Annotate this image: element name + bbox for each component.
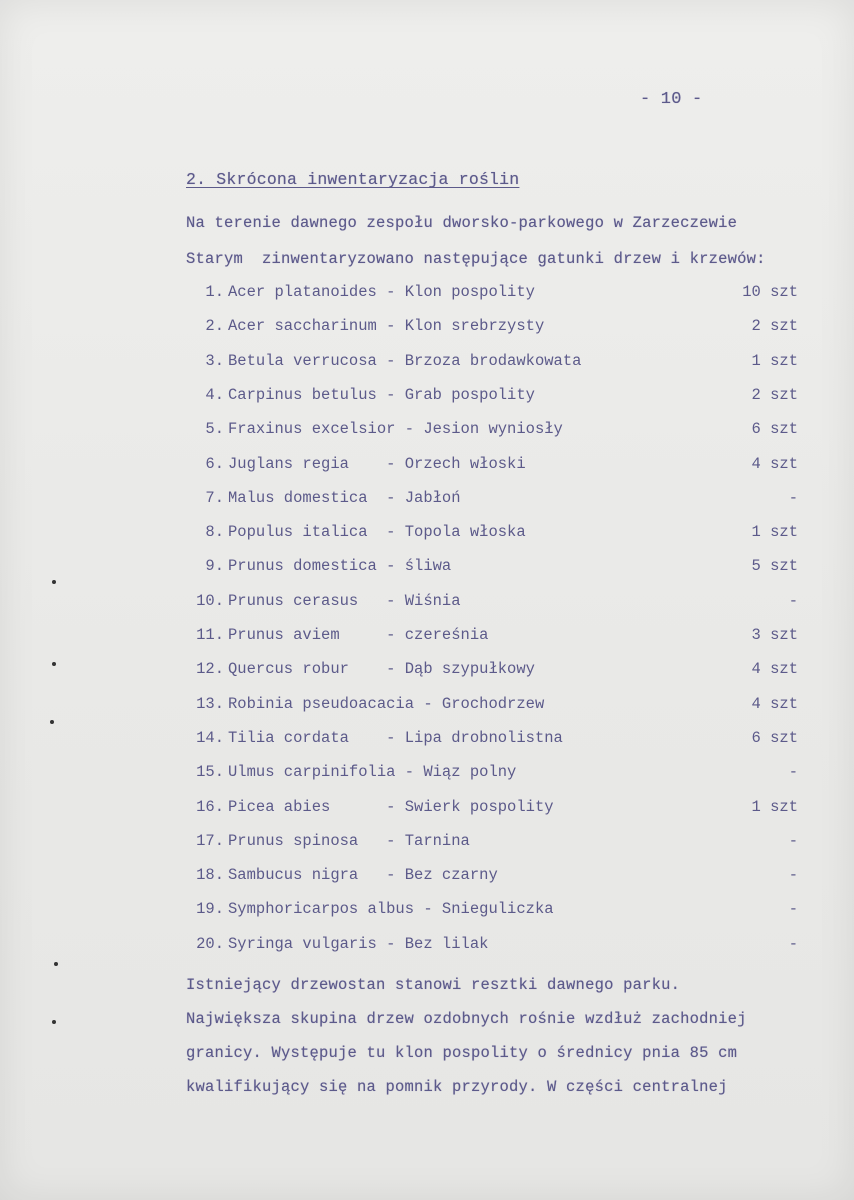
species-name: Fraxinus excelsior - Jesion wyniosły — [228, 420, 563, 439]
binding-hole-mark — [54, 962, 58, 966]
species-quantity: - — [788, 763, 798, 782]
species-row — [186, 523, 806, 549]
species-name: Betula verrucosa - Brzoza brodawkowata — [228, 351, 582, 370]
species-row — [186, 935, 806, 961]
species-row — [186, 386, 806, 412]
species-quantity: - — [788, 488, 798, 507]
species-quantity: 5 szt — [751, 557, 798, 576]
species-quantity: 4 szt — [751, 694, 798, 713]
species-quantity: 6 szt — [751, 728, 798, 747]
species-row — [186, 420, 806, 446]
species-number: 15. — [196, 763, 224, 782]
species-quantity: - — [788, 591, 798, 610]
paragraph-line: Istniejący drzewostan stanowi resztki dawnego parku. — [186, 976, 681, 994]
species-quantity: - — [788, 934, 798, 953]
species-name: Prunus domestica - śliwa — [228, 557, 452, 576]
species-row — [186, 317, 806, 343]
species-quantity: - — [788, 831, 798, 850]
species-name: Quercus robur - Dąb szypułkowy — [228, 660, 535, 679]
species-row — [186, 455, 806, 481]
species-name: Ulmus carpinifolia - Wiąz polny — [228, 763, 517, 782]
binding-hole-mark — [52, 580, 56, 584]
paragraph-line: Największa skupina drzew ozdobnych rośnie wzdłuż zachodniej — [186, 1010, 747, 1028]
species-row — [186, 729, 806, 755]
species-number: 16. — [196, 797, 224, 816]
species-number: 3. — [205, 351, 224, 370]
species-number: 11. — [196, 626, 224, 644]
species-row — [186, 352, 806, 378]
species-number: 12. — [196, 660, 224, 679]
species-row — [186, 695, 806, 721]
binding-hole-mark — [50, 720, 54, 724]
species-number: 8. — [205, 523, 224, 542]
species-row — [186, 900, 806, 926]
species-row — [186, 592, 806, 618]
binding-hole-mark — [52, 1020, 56, 1024]
species-name: Acer platanoides - Klon pospolity — [228, 283, 535, 301]
species-number: 5. — [205, 420, 224, 439]
intro-line: Starym zinwentaryzowano następujące gatunki drzew i krzewów: — [186, 250, 766, 268]
species-row — [186, 626, 806, 652]
species-quantity: 2 szt — [751, 317, 798, 336]
species-quantity: 1 szt — [751, 797, 798, 816]
species-name: Malus domestica - Jabłoń — [228, 488, 461, 507]
species-number: 9. — [205, 557, 224, 576]
species-number: 19. — [196, 900, 224, 919]
paragraph-line: kwalifikujący się na pomnik przyrody. W części centralnej — [186, 1078, 728, 1096]
species-name: Prunus spinosa - Tarnina — [228, 831, 470, 850]
species-name: Symphoricarpos albus - Snieguliczka — [228, 900, 554, 919]
species-name: Prunus aviem - czereśnia — [228, 626, 489, 644]
species-number: 10. — [196, 591, 224, 610]
species-name: Acer saccharinum - Klon srebrzysty — [228, 317, 545, 336]
species-name: Sambucus nigra - Bez czarny — [228, 866, 498, 885]
species-number: 7. — [205, 488, 224, 507]
species-name: Tilia cordata - Lipa drobnolistna — [228, 728, 563, 747]
species-number: 13. — [196, 694, 224, 713]
paragraph-line: granicy. Występuje tu klon pospolity o średnicy pnia 85 cm — [186, 1044, 738, 1062]
species-row — [186, 798, 806, 824]
species-row — [186, 660, 806, 686]
species-row — [186, 557, 806, 583]
species-quantity: 1 szt — [751, 523, 798, 542]
species-quantity: 1 szt — [751, 351, 798, 370]
species-row — [186, 283, 806, 309]
species-quantity: 6 szt — [751, 420, 798, 439]
species-quantity: 4 szt — [751, 454, 798, 473]
species-number: 14. — [196, 728, 224, 747]
species-name: Syringa vulgaris - Bez lilak — [228, 934, 489, 953]
section-heading: 2. Skrócona inwentaryzacja roślin — [186, 170, 520, 189]
species-number: 17. — [196, 831, 224, 850]
species-row — [186, 489, 806, 515]
species-name: Prunus cerasus - Wiśnia — [228, 591, 461, 610]
species-row — [186, 866, 806, 892]
species-name: Robinia pseudoacacia - Grochodrzew — [228, 694, 545, 713]
species-row — [186, 763, 806, 789]
species-name: Populus italica - Topola włoska — [228, 523, 526, 542]
species-name: Juglans regia - Orzech włoski — [228, 454, 526, 473]
page-number: - 10 - — [640, 90, 703, 109]
species-number: 2. — [205, 317, 224, 336]
species-quantity: - — [788, 866, 798, 885]
species-number: 4. — [205, 385, 224, 404]
intro-line: Na terenie dawnego zespołu dworsko-parkowego w Zarzeczewie — [186, 214, 738, 232]
species-quantity: 4 szt — [751, 660, 798, 679]
species-quantity: 10 szt — [742, 283, 798, 301]
species-number: 18. — [196, 866, 224, 885]
species-name: Picea abies - Swierk pospolity — [228, 797, 554, 816]
species-number: 1. — [205, 283, 224, 301]
species-number: 20. — [196, 934, 224, 953]
species-number: 6. — [205, 454, 224, 473]
species-name: Carpinus betulus - Grab pospolity — [228, 385, 535, 404]
binding-hole-mark — [52, 662, 56, 666]
species-quantity: - — [788, 900, 798, 919]
species-quantity: 2 szt — [751, 385, 798, 404]
species-quantity: 3 szt — [751, 626, 798, 644]
species-row — [186, 832, 806, 858]
